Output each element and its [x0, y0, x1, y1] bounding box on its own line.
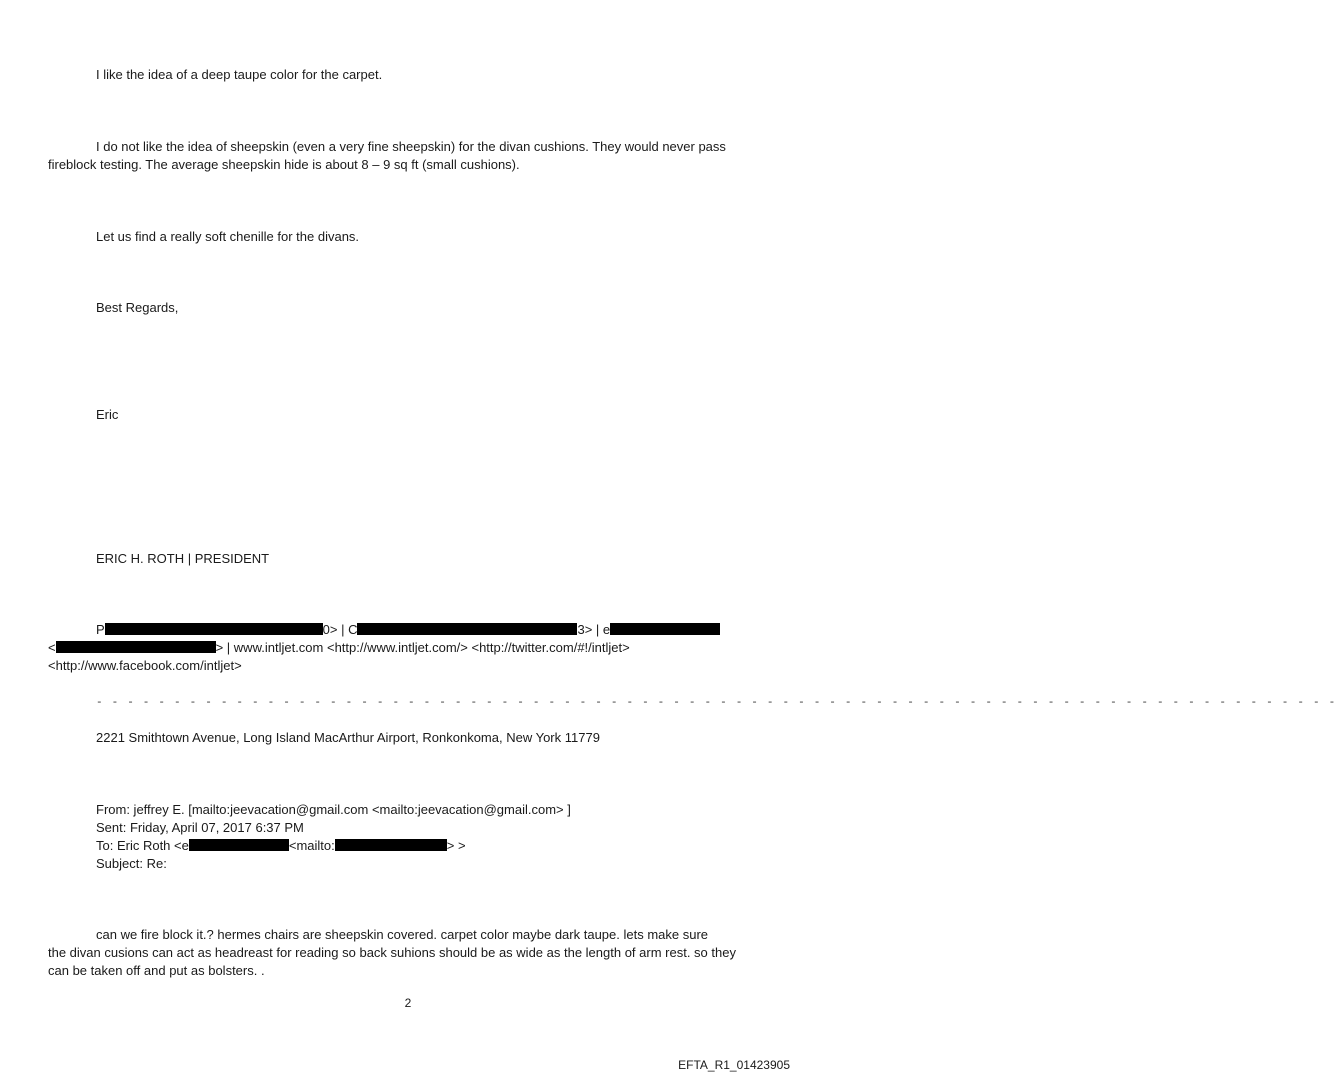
facebook-link[interactable]: <http://www.facebook.com/intljet> [48, 658, 242, 673]
to-mailto: <mailto: [288, 838, 335, 853]
signature-contact-line [96, 621, 720, 639]
dashed-separator: - - - - - - - - - - - - - - - - - - - - - - - - - - - - - - - - - - - - - - - - - - - - - - - - - - - - - - - - - - - - - - - - - - - - - - - - - - - - - - - - [96, 697, 1336, 709]
to-end: > > [446, 838, 466, 853]
closing-text: Best Regards, [96, 300, 179, 315]
signature-links-line [48, 639, 630, 657]
email-link-start: < [48, 640, 56, 655]
company-address: 2221 Smithtown Avenue, Long Island MacArthur Airport, Ronkonkoma, New York 11779 [96, 730, 600, 745]
website-links[interactable]: > | www.intljet.com <http://www.intljet.com/> <http://twitter.com/#!/intljet> [215, 640, 630, 655]
sheepskin-paragraph-line2: fireblock testing. The average sheepskin hide is about 8 – 9 sq ft (small cushions). [48, 157, 520, 172]
to-prefix: To: Eric Roth <e [96, 838, 189, 853]
contact-separator-1: 0> | C [322, 622, 358, 637]
email-to-line [96, 837, 466, 855]
sheepskin-paragraph-line1: I do not like the idea of sheepskin (even a very fine sheepskin) for the divan cushions. They would never pass [96, 139, 726, 154]
carpet-paragraph: I like the idea of a deep taupe color for the carpet. [96, 67, 383, 82]
redaction-block [335, 839, 447, 851]
email-from-line: From: jeffrey E. [mailto:jeevacation@gmail.com <mailto:jeevacation@gmail.com> ] [96, 802, 571, 817]
redaction-block [105, 623, 323, 635]
contact-separator-2: 3> | e [577, 622, 611, 637]
reply-line2: the divan cusions can act as headreast for reading so back suhions should be as wide as the length of arm rest. so they [48, 945, 736, 960]
email-sent-line: Sent: Friday, April 07, 2017 6:37 PM [96, 820, 304, 835]
chenille-paragraph: Let us find a really soft chenille for the divans. [96, 229, 360, 244]
redaction-block [357, 623, 577, 635]
page-number: 2 [404, 996, 412, 1010]
redaction-block [189, 839, 289, 851]
contact-phone-prefix: P [96, 622, 105, 637]
redaction-block [610, 623, 720, 635]
redaction-block [56, 641, 216, 653]
signature-name: Eric [96, 407, 119, 422]
reply-line1: can we fire block it.? hermes chairs are sheepskin covered. carpet color maybe dark taupe. lets make sure [96, 927, 709, 942]
email-subject-line: Subject: Re: [96, 856, 167, 871]
reply-line3: can be taken off and put as bolsters. . [48, 963, 265, 978]
document-id: EFTA_R1_01423905 [678, 1058, 790, 1072]
signature-title: ERIC H. ROTH | PRESIDENT [96, 551, 270, 566]
